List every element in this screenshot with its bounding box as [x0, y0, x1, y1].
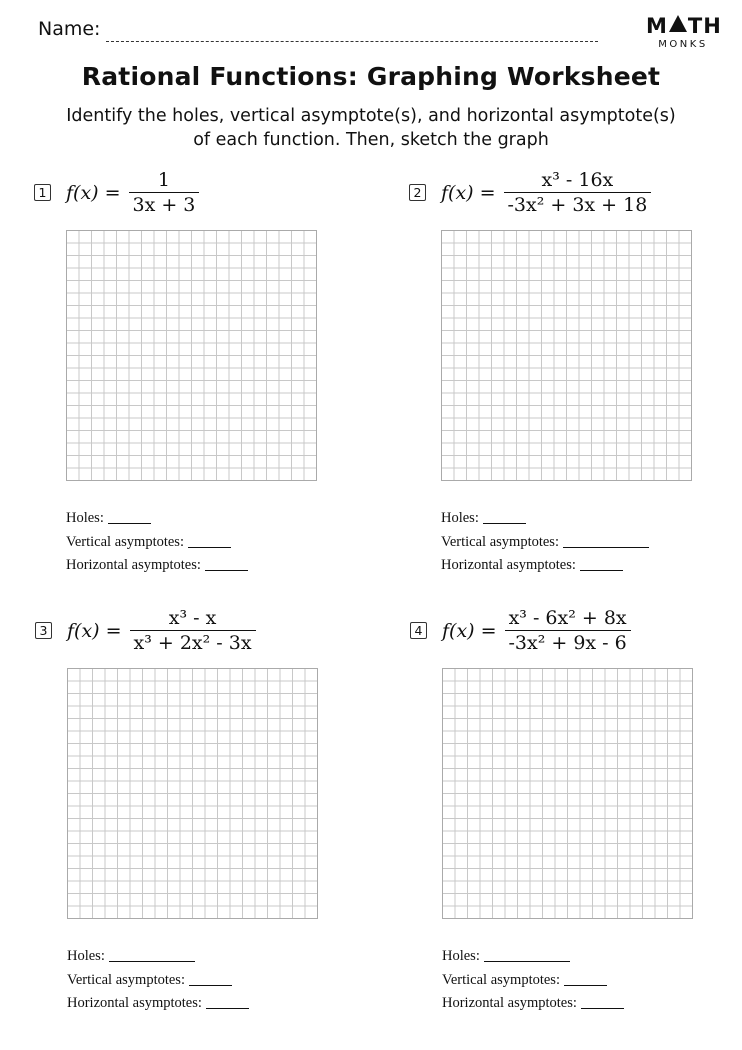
problem-4-vertical-blank[interactable] — [564, 974, 607, 986]
problem-1-fraction — [129, 170, 200, 215]
problem-1-denominator: 3x + 3 — [129, 192, 200, 215]
problem-3-graph-grid[interactable] — [67, 668, 318, 919]
problem-1-horizontal-label: Horizontal asymptotes: — [66, 557, 201, 573]
instructions-line-1: Identify the holes, vertical asymptote(s), and horizontal asymptote(s) — [66, 106, 676, 126]
instructions-line-2: of each function. Then, sketch the graph — [193, 130, 549, 150]
problem-4-horizontal-label: Horizontal asymptotes: — [442, 995, 577, 1011]
problem-3-equation — [67, 608, 256, 653]
problem-3-fraction — [130, 608, 256, 653]
problem-4-denominator: -3x² + 9x - 6 — [505, 630, 631, 653]
problem-3-equals: = — [105, 619, 122, 642]
logo-subtext: MONKS — [658, 39, 708, 50]
problem-4-vertical-label: Vertical asymptotes: — [442, 971, 560, 988]
problem-3-horizontal-blank[interactable] — [206, 997, 249, 1009]
problem-1-answers — [66, 510, 248, 581]
problem-1-vertical-label: Vertical asymptotes: — [66, 533, 184, 550]
math-monks-logo — [646, 14, 720, 51]
problem-1-holes-label: Holes: — [66, 510, 104, 526]
problem-2-answers — [441, 510, 649, 581]
problem-1-number: 1 — [34, 184, 51, 201]
problem-1-horizontal-blank[interactable] — [205, 559, 248, 571]
problem-2-holes-blank[interactable] — [483, 512, 526, 524]
problem-2-horizontal-blank[interactable] — [580, 559, 623, 571]
problem-4-holes-blank[interactable] — [484, 950, 570, 962]
worksheet-title: Rational Functions: Graphing Worksheet — [81, 62, 661, 91]
problem-1-holes-blank[interactable] — [108, 512, 151, 524]
problem-4-numerator: x³ - 6x² + 8x — [508, 607, 627, 629]
instructions — [0, 104, 742, 152]
logo-wordmark — [646, 14, 720, 38]
problem-4-graph-grid[interactable] — [442, 668, 693, 919]
problem-4-equation — [442, 608, 631, 653]
problem-2-equation — [441, 170, 651, 215]
problem-3-lhs: f(x) — [67, 619, 100, 642]
problem-4-equals: = — [480, 619, 497, 642]
problem-4-answers — [442, 948, 624, 1019]
problem-4-fraction — [505, 608, 631, 653]
problem-2-number: 2 — [409, 184, 426, 201]
problem-3-horizontal-label: Horizontal asymptotes: — [67, 995, 202, 1011]
name-label: Name: — [38, 18, 101, 40]
problem-3-holes-label: Holes: — [67, 948, 105, 964]
problem-4-number: 4 — [410, 622, 427, 639]
problem-2-fraction — [504, 170, 652, 215]
problem-1-numerator: 1 — [157, 169, 170, 191]
problem-2-denominator: -3x² + 3x + 18 — [504, 192, 652, 215]
problem-4-lhs: f(x) — [442, 619, 475, 642]
problem-3-numerator: x³ - x — [168, 607, 217, 629]
logo-letter-m: M — [646, 14, 668, 38]
problem-3-holes-blank[interactable] — [109, 950, 195, 962]
problem-2-lhs: f(x) — [441, 181, 474, 204]
problem-1-equation — [66, 170, 199, 215]
problem-2-equals: = — [479, 181, 496, 204]
problem-1-graph-grid[interactable] — [66, 230, 317, 481]
problem-2-vertical-blank[interactable] — [563, 536, 649, 548]
problem-2-holes-label: Holes: — [441, 510, 479, 526]
problem-3-answers — [67, 948, 249, 1019]
problem-3-vertical-blank[interactable] — [189, 974, 232, 986]
triangle-icon — [669, 15, 687, 32]
problem-3-number: 3 — [35, 622, 52, 639]
problem-1-equals: = — [104, 181, 121, 204]
problem-3-vertical-label: Vertical asymptotes: — [67, 971, 185, 988]
problem-1-lhs: f(x) — [66, 181, 99, 204]
problem-2-graph-grid[interactable] — [441, 230, 692, 481]
logo-letters-th: TH — [687, 14, 722, 38]
problem-4-holes-label: Holes: — [442, 948, 480, 964]
problem-3-denominator: x³ + 2x² - 3x — [130, 630, 256, 653]
problem-2-horizontal-label: Horizontal asymptotes: — [441, 557, 576, 573]
problem-2-vertical-label: Vertical asymptotes: — [441, 533, 559, 550]
problem-4-horizontal-blank[interactable] — [581, 997, 624, 1009]
problem-2-numerator: x³ - 16x — [541, 169, 614, 191]
name-row — [38, 18, 100, 40]
name-blank-line[interactable] — [106, 41, 598, 42]
problem-1-vertical-blank[interactable] — [188, 536, 231, 548]
